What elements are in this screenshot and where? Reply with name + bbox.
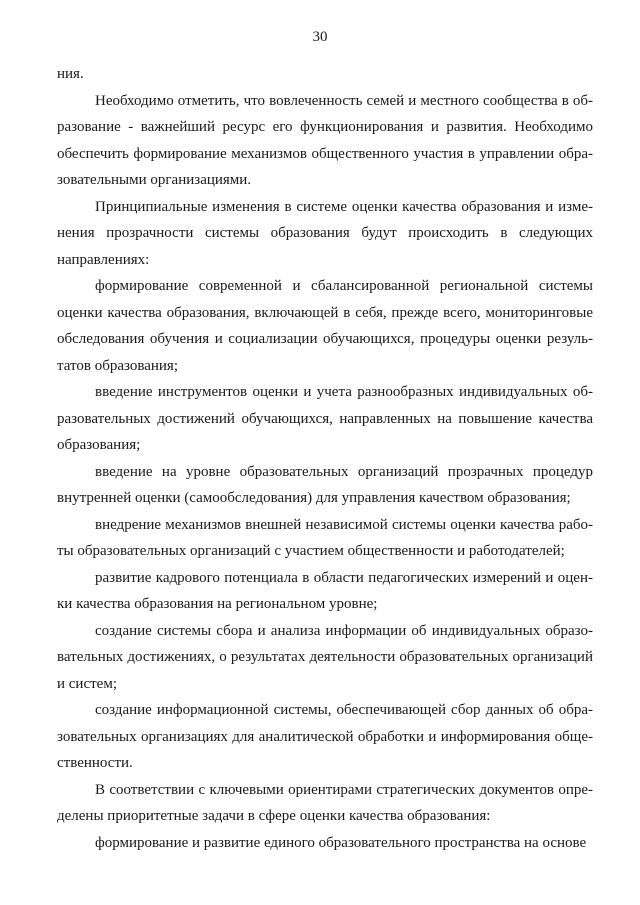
text-line: введение на уровне образовательных организаций прозрачных процедур xyxy=(95,463,593,480)
text-line: введение инструментов оценки и учета разнообразных индивидуальных об- xyxy=(95,384,593,400)
paragraph xyxy=(57,830,593,857)
text-line: обследования обучения и социализации обучающихся, процедуры оценки резуль- xyxy=(57,331,593,347)
text-line: ки качества образования на региональном уровне; xyxy=(57,596,378,612)
paragraph xyxy=(57,273,593,379)
text-line: создание системы сбора и анализа информации об индивидуальных образо- xyxy=(95,622,593,639)
text-line: формирование и развитие единого образовательного пространства на основе xyxy=(95,834,587,851)
paragraph xyxy=(57,379,593,459)
paragraph xyxy=(57,512,593,565)
text-line: зовательными организациями. xyxy=(57,172,252,188)
text-line: направлениях: xyxy=(57,251,150,268)
text-line: татов образования; xyxy=(57,357,178,374)
paragraph xyxy=(57,777,593,830)
text-line: разовательных достижений обучающихся, направленных на повышение качества xyxy=(57,410,593,427)
paragraph xyxy=(57,459,593,512)
paragraph xyxy=(57,565,593,618)
text-line: внутренней оценки (самообследования) для управления качеством образования; xyxy=(57,490,571,506)
text-line: создание информационной системы, обеспечивающей сбор данных об обра- xyxy=(95,702,593,718)
text-line: делены приоритетные задачи в сфере оценки качества образования: xyxy=(57,808,491,824)
text-line: Принципиальные изменения в системе оценки качества образования и изме- xyxy=(95,198,593,215)
text-line: Необходимо отметить, что вовлеченность семей и местного сообщества в об- xyxy=(95,92,593,109)
text-line: обеспечить формирование механизмов общественного участия в управлении обра- xyxy=(57,145,593,162)
text-line: ты образовательных организаций с участием общественности и работодателей; xyxy=(57,543,565,559)
text-line: зовательных организациях для аналитической обработки и информирования обще- xyxy=(57,728,593,745)
text-line: формирование современной и сбалансированной региональной системы xyxy=(95,278,593,294)
document-body xyxy=(57,61,593,856)
text-line: оценки качества образования, включающей в себя, прежде всего, мониторинговые xyxy=(57,304,593,321)
paragraph xyxy=(57,194,593,274)
text-line: и систем; xyxy=(57,675,117,692)
text-line: разование - важнейший ресурс его функционирования и развития. Необходимо xyxy=(57,119,593,135)
text-line: внедрение механизмов внешней независимой системы оценки качества рабо- xyxy=(95,516,593,533)
text-line: образования; xyxy=(57,437,141,453)
text-line: ния. xyxy=(57,66,84,82)
paragraph xyxy=(57,618,593,698)
paragraph xyxy=(57,88,593,194)
paragraph xyxy=(57,61,593,88)
text-line: ственности. xyxy=(57,755,133,771)
text-line: нения прозрачности системы образования будут происходить в следующих xyxy=(57,225,593,241)
text-line: вательных достижениях, о результатах деятельности образовательных организаций xyxy=(57,649,593,665)
text-line: В соответствии с ключевыми ориентирами стратегических документов опре- xyxy=(95,781,593,798)
paragraph xyxy=(57,697,593,777)
page-number: 30 xyxy=(312,29,328,45)
text-line: развитие кадрового потенциала в области педагогических измерений и оцен- xyxy=(95,569,593,586)
